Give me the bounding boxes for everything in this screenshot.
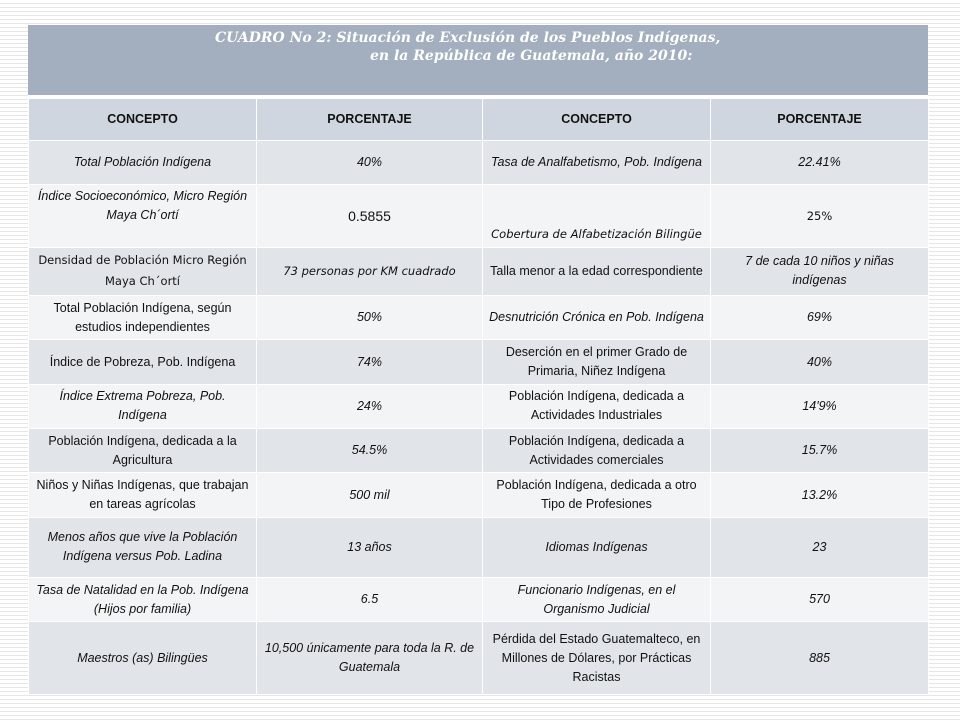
concepto-cell: Densidad de Población Micro Región Maya Ch´ortí <box>29 247 257 295</box>
concepto-cell: Población Indígena, dedicada a otro Tipo de Profesiones <box>483 473 711 517</box>
table-row <box>29 296 929 340</box>
table-row <box>29 473 929 517</box>
concepto-cell: Población Indígena, dedicada a Actividades comerciales <box>483 429 711 473</box>
porcentaje-cell: 22.41% <box>711 141 929 185</box>
porcentaje-cell: 885 <box>711 622 929 695</box>
table-row <box>29 141 929 185</box>
concepto-cell: Deserción en el primer Grado de Primaria, Niñez Indígena <box>483 340 711 384</box>
table-row <box>29 578 929 622</box>
slide <box>28 25 928 695</box>
table-row <box>29 185 929 247</box>
porcentaje-cell: 23 <box>711 517 929 577</box>
table-row <box>29 429 929 473</box>
table-row <box>29 622 929 695</box>
porcentaje-cell: 13 años <box>257 517 483 577</box>
porcentaje-cell: 54.5% <box>257 429 483 473</box>
concepto-cell: Índice Socioeconómico, Micro Región Maya Ch´ortí <box>29 185 257 247</box>
concepto-cell: Desnutrición Crónica en Pob. Indígena <box>483 296 711 340</box>
porcentaje-cell: 10,500 únicamente para toda la R. de Guatemala <box>257 622 483 695</box>
porcentaje-cell: 40% <box>257 141 483 185</box>
porcentaje-cell: 0.5855 <box>257 185 483 247</box>
concepto-cell: Índice Extrema Pobreza, Pob. Indígena <box>29 384 257 428</box>
concepto-cell: Idiomas Indígenas <box>483 517 711 577</box>
header-porcentaje-1: PORCENTAJE <box>257 99 483 141</box>
header-concepto-1: CONCEPTO <box>29 99 257 141</box>
porcentaje-cell: 13.2% <box>711 473 929 517</box>
porcentaje-cell: 14'9% <box>711 384 929 428</box>
porcentaje-cell: 7 de cada 10 niños y niñas indígenas <box>711 247 929 295</box>
table-row <box>29 384 929 428</box>
header-concepto-2: CONCEPTO <box>483 99 711 141</box>
concepto-cell: Índice de Pobreza, Pob. Indígena <box>29 340 257 384</box>
porcentaje-cell: 40% <box>711 340 929 384</box>
exclusion-table <box>28 98 929 695</box>
concepto-cell: Menos años que vive la Población Indígena versus Pob. Ladina <box>29 517 257 577</box>
concepto-cell: Maestros (as) Bilingües <box>29 622 257 695</box>
concepto-cell: Cobertura de Alfabetización Bilingüe <box>483 185 711 247</box>
concepto-cell: Total Población Indígena, según estudios independientes <box>29 296 257 340</box>
porcentaje-cell: 25% <box>711 185 929 247</box>
header-porcentaje-2: PORCENTAJE <box>711 99 929 141</box>
concepto-cell: Niños y Niñas Indígenas, que trabajan en tareas agrícolas <box>29 473 257 517</box>
porcentaje-cell: 73 personas por KM cuadrado <box>257 247 483 295</box>
table-title-line-2: en la República de Guatemala, año 2010: <box>370 48 693 64</box>
table-title-line-1: CUADRO No 2: Situación de Exclusión de los Pueblos Indígenas, <box>215 30 721 46</box>
porcentaje-cell: 50% <box>257 296 483 340</box>
concepto-cell: Talla menor a la edad correspondiente <box>483 247 711 295</box>
header-row <box>29 99 929 141</box>
concepto-cell: Pérdida del Estado Guatemalteco, en Millones de Dólares, por Prácticas Racistas <box>483 622 711 695</box>
concepto-cell: Población Indígena, dedicada a Actividades Industriales <box>483 384 711 428</box>
concepto-cell: Tasa de Analfabetismo, Pob. Indígena <box>483 141 711 185</box>
porcentaje-cell: 74% <box>257 340 483 384</box>
porcentaje-cell: 570 <box>711 578 929 622</box>
concepto-cell: Funcionario Indígenas, en el Organismo Judicial <box>483 578 711 622</box>
table-title-bar <box>28 25 928 95</box>
porcentaje-cell: 24% <box>257 384 483 428</box>
table-row <box>29 517 929 577</box>
porcentaje-cell: 6.5 <box>257 578 483 622</box>
concepto-cell: Tasa de Natalidad en la Pob. Indígena (Hijos por familia) <box>29 578 257 622</box>
concepto-cell: Población Indígena, dedicada a la Agricultura <box>29 429 257 473</box>
porcentaje-cell: 69% <box>711 296 929 340</box>
porcentaje-cell: 500 mil <box>257 473 483 517</box>
concepto-cell: Total Población Indígena <box>29 141 257 185</box>
porcentaje-cell: 15.7% <box>711 429 929 473</box>
table-row <box>29 340 929 384</box>
table-row <box>29 247 929 295</box>
